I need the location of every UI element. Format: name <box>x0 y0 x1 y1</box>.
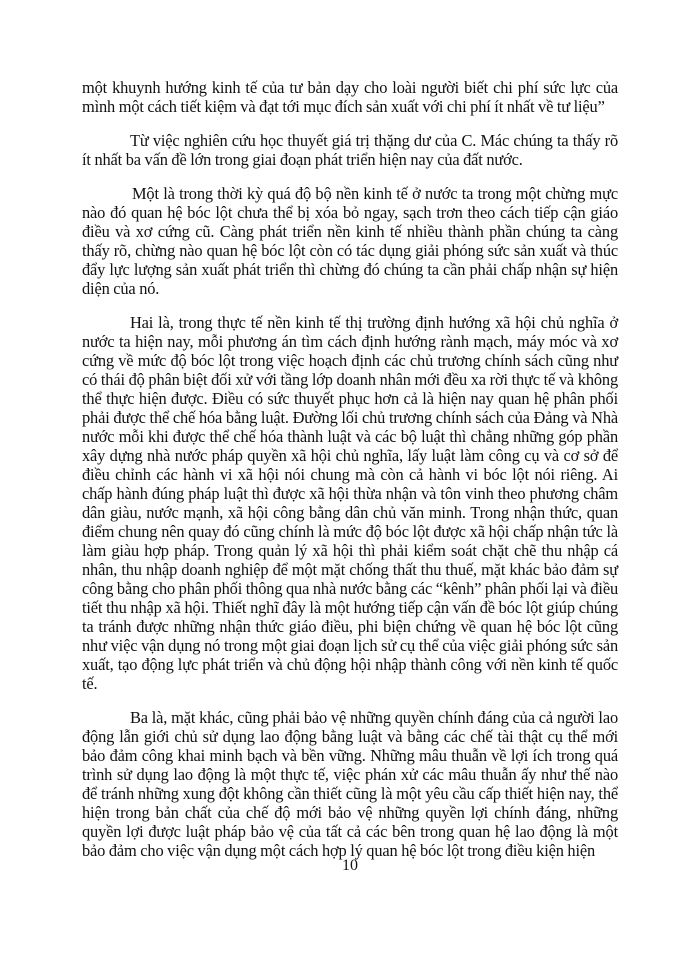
paragraph-point-one: Một là trong thời kỳ quá độ bộ nền kinh tế ở nước ta trong một chừng mực nào đó quan hệ bóc lột chưa thể bị xóa bỏ ngay, sạch trơn theo cách tiếp cận giáo điều và xơ cứng cũ. Càng phát triển nền kinh tế nhiều thành phần chúng ta càng thấy rõ, chừng nào quan hệ bóc lột còn có tác dụng giải phóng sức sản xuất và thúc đẩy lực lượng sản xuất phát triển thì chừng đó chúng ta cần phải chấp nhận sự hiện diện của nó. <box>82 184 618 298</box>
paragraph-point-three: Ba là, mặt khác, cũng phải bảo vệ những quyền chính đáng của cả người lao động lẫn giới chủ sử dụng lao động bằng luật và bằng các chế tài thật cụ thể mới bảo đảm công khai minh bạch và bền vững. Những mâu thuẫn về lợi ích trong quá trình sử dụng lao động là một thực tế, việc phán xử các mâu thuẫn ấy như thế nào để tránh những xung đột không cần thiết cũng là một yêu cầu cấp thiết hiện nay, thể hiện trong bản chất của chế độ mới bảo vệ những quyền lợi chính đáng, những quyền lợi được luật pháp bảo vệ của tất cả các bên trong quan hệ lao động là một bảo đảm cho việc vận dụng một cách hợp lý quan hệ bóc lột trong điều kiện hiện <box>82 708 618 860</box>
paragraph-continuation: một khuynh hướng kinh tế của tư bản dạy cho loài người biết chi phí sức lực của mình một cách tiết kiệm và đạt tới mục đích sản xuất với chi phí ít nhất về tư liệu” <box>82 78 618 116</box>
paragraph-intro: Từ việc nghiên cứu học thuyết giá trị thặng dư của C. Mác chúng ta thấy rõ ít nhất ba vấn đề lớn trong giai đoạn phát triển hiện nay của đất nước. <box>82 131 618 169</box>
page-number: 10 <box>342 857 358 874</box>
document-page <box>82 78 618 875</box>
paragraph-point-two: Hai là, trong thực tế nền kinh tế thị trường định hướng xã hội chủ nghĩa ở nước ta hiện nay, mỗi phương án tìm cách định hướng rành mạch, máy móc và xơ cứng về mức độ bóc lột trong việc hoạch định các chủ trương chính sách cũng như có thái độ phân biệt đối xử với tầng lớp doanh nhân mới đều xa rời thực tế và không thể thực hiện được. Điều có sức thuyết phục hơn cả là hiện nay quan hệ phân phối phải được thể chế hóa bằng luật. Đường lối chủ trương chính sách của Đảng và Nhà nước mỗi khi được thể chế hóa thành luật và các bộ luật thì chẳng những góp phần xây dựng nhà nước pháp quyền xã hội chủ nghĩa, lấy luật làm công cụ và cơ sở để điều chỉnh các hành vi xã hội nói chung mà còn cả hành vi bóc lột nói riêng. Ai chấp hành đúng pháp luật thì được xã hội thừa nhận và tôn vinh theo phương châm dân giàu, nước mạnh, xã hội công bằng dân chủ văn minh. Trong nhận thức, quan điểm chung nên quay đó cũng chính là mức độ bóc lột được xã hội chấp nhận tức là làm giàu hợp pháp. Trong quản lý xã hội thì phải kiểm soát chặt chẽ thu nhập cá nhân, thu nhập doanh nghiệp để một mặt chống thất thu thuế, mặt khác bảo đảm sự công bằng cho phân phối thông qua nhà nước bằng các “kênh” phân phối lại và điều tiết thu nhập xã hội. Thiết nghĩ đây là một hướng tiếp cận vấn đề bóc lột giúp chúng ta tránh được những nhận thức giáo điều, phi biện chứng về quan hệ bóc lột cũng như việc vận dụng nó trong một giai đoạn lịch sử cụ thể của việc giải phóng sức sản xuất, tạo động lực phát triển và chủ động hội nhập thành công với nền kinh tế quốc tế. <box>82 313 619 693</box>
